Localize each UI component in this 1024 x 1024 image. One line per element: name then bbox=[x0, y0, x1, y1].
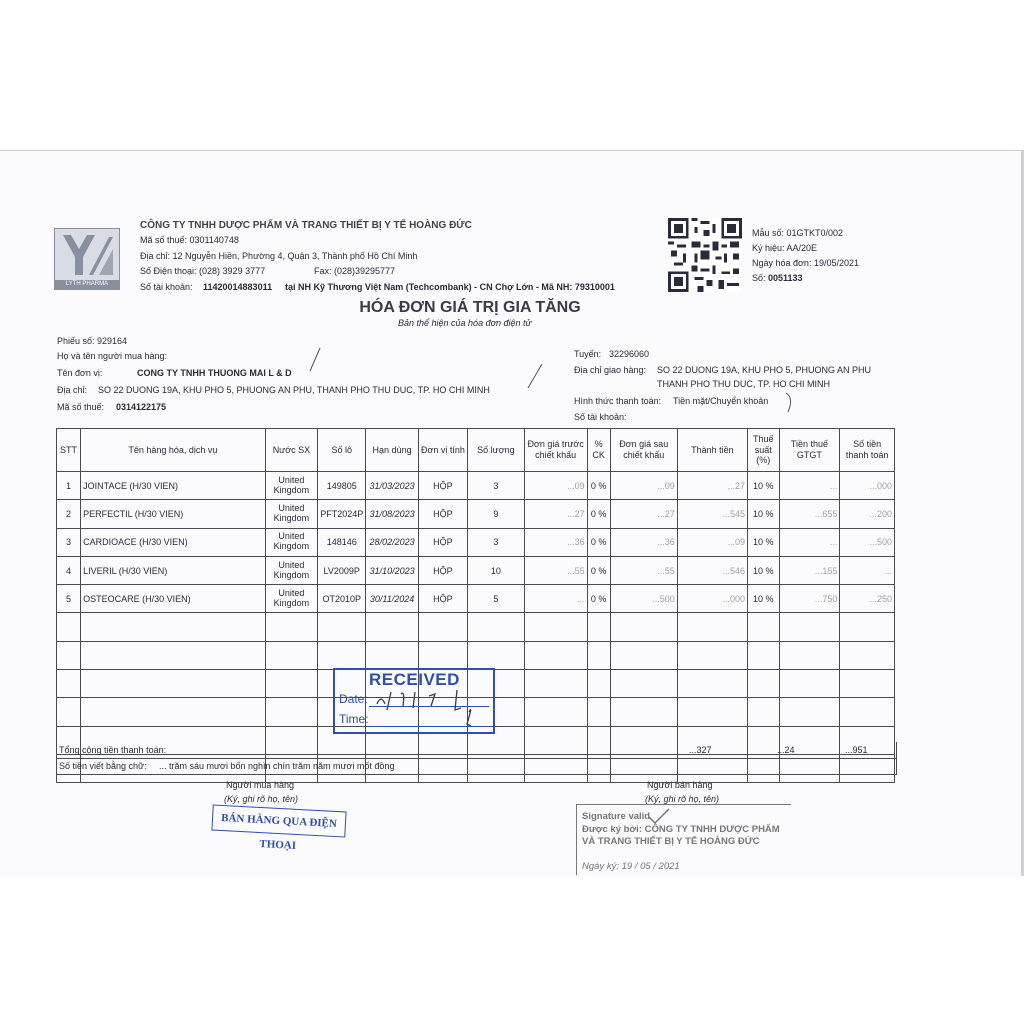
table-cell bbox=[265, 670, 317, 698]
buyer-stamp: BÁN HÀNG QUA ĐIỆN THOẠI bbox=[211, 805, 346, 838]
table-cell bbox=[610, 613, 677, 641]
column-header: Nước SX bbox=[265, 429, 317, 472]
table-cell bbox=[468, 613, 525, 641]
table-cell bbox=[81, 641, 266, 669]
delivery-line-2: THANH PHO THU DUC, TP. HO CHI MINH bbox=[657, 379, 831, 389]
received-time-label: Time: bbox=[339, 712, 369, 726]
table-cell: PERFECTIL (H/30 VIEN) bbox=[81, 500, 266, 528]
meta-number: 0051133 bbox=[768, 273, 803, 283]
table-cell: ...750 bbox=[779, 585, 840, 613]
table-cell bbox=[265, 698, 317, 726]
sig-valid: Signature valid bbox=[582, 811, 651, 822]
table-cell: 31/03/2023 bbox=[366, 472, 418, 500]
table-cell bbox=[265, 641, 317, 669]
delivery-label: Địa chỉ giao hàng: bbox=[574, 365, 647, 375]
table-cell: OT2010P bbox=[318, 585, 366, 613]
table-cell: 10 % bbox=[748, 500, 779, 528]
table-cell: 3 bbox=[468, 528, 525, 556]
table-cell: United Kingdom bbox=[265, 528, 317, 556]
table-cell: 5 bbox=[57, 585, 81, 613]
table-cell: CARDIOACE (H/30 VIEN) bbox=[81, 528, 266, 556]
table-cell: United Kingdom bbox=[265, 500, 317, 528]
table-cell bbox=[468, 641, 525, 669]
qr-code bbox=[668, 218, 742, 292]
table-cell: ...09 bbox=[524, 472, 587, 500]
table-cell: ...36 bbox=[524, 528, 587, 556]
table-cell: 0 % bbox=[587, 585, 610, 613]
table-cell bbox=[677, 698, 747, 726]
table-cell bbox=[265, 613, 317, 641]
column-header: Tên hàng hóa, dịch vụ bbox=[81, 429, 266, 472]
table-cell bbox=[779, 698, 840, 726]
seller-phone: Số Điện thoại: (028) 3929 3777 bbox=[140, 266, 266, 276]
table-cell bbox=[840, 613, 895, 641]
table-cell: 31/10/2023 bbox=[366, 556, 418, 584]
empty-row bbox=[57, 613, 895, 641]
column-header: Thành tiền bbox=[677, 429, 747, 472]
table-cell bbox=[748, 670, 779, 698]
slip-number: Phiếu số: 929164 bbox=[57, 336, 128, 346]
table-row bbox=[57, 528, 895, 556]
table-cell: United Kingdom bbox=[265, 585, 317, 613]
table-cell: 9 bbox=[468, 500, 525, 528]
total-amount: ...327 bbox=[689, 745, 712, 755]
table-cell: JOINTACE (H/30 VIEN) bbox=[81, 472, 266, 500]
table-cell: 3 bbox=[57, 528, 81, 556]
route-label: Tuyến: bbox=[574, 349, 602, 359]
column-header: Số lô bbox=[318, 429, 366, 472]
buyer-name-label: Họ và tên người mua hàng: bbox=[57, 351, 167, 361]
table-cell: ...09 bbox=[677, 528, 747, 556]
table-cell: ...545 bbox=[677, 500, 747, 528]
logo-text: LYTH PHARMA bbox=[55, 280, 119, 289]
seller-tax-code: Mã số thuế: 0301140748 bbox=[140, 235, 239, 245]
table-cell bbox=[57, 641, 81, 669]
seller-fax: Fax: (028)39295777 bbox=[314, 266, 396, 276]
table-cell bbox=[840, 670, 895, 698]
table-cell: 10 % bbox=[748, 556, 779, 584]
buyer-tax-code: 0314122175 bbox=[116, 402, 167, 412]
table-cell bbox=[524, 641, 587, 669]
total-row bbox=[56, 742, 897, 759]
column-header: Tiền thuế GTGT bbox=[779, 429, 840, 472]
table-cell: LIVERIL (H/30 VIEN) bbox=[81, 556, 266, 584]
table-cell bbox=[840, 698, 895, 726]
table-cell: 2 bbox=[57, 500, 81, 528]
meta-number-label: Số: bbox=[752, 273, 766, 283]
table-cell bbox=[366, 641, 418, 669]
table-cell bbox=[840, 641, 895, 669]
buyer-address: SO 22 DUONG 19A, KHU PHO 5, PHUONG AN PHU, THANH PHO THU DUC, TP. HO CHI MINH bbox=[98, 385, 490, 395]
table-cell: HỘP bbox=[418, 500, 467, 528]
total-label: Tổng cộng tiền thanh toán: bbox=[59, 745, 167, 755]
column-header: Đơn giá sau chiết khấu bbox=[610, 429, 677, 472]
seller-sign-note: (Ký, ghi rõ họ, tên) bbox=[645, 794, 720, 804]
table-cell: ...200 bbox=[840, 500, 895, 528]
table-cell: 10 bbox=[468, 556, 525, 584]
sig-by: Được ký bởi: CÔNG TY TNHH DƯỢC PHẨM VÀ TRANG THIẾT BỊ Y TẾ HOÀNG ĐỨC bbox=[582, 824, 780, 847]
buyer-account-label: Số tài khoản: bbox=[574, 412, 627, 422]
meta-date: Ngày hóa đơn: 19/05/2021 bbox=[752, 258, 859, 268]
seller-company: CÔNG TY TNHH DƯỢC PHẨM VÀ TRANG THIẾT BỊ Y TẾ HOÀNG ĐỨC bbox=[140, 220, 472, 231]
seller-sign-title: Người bán hàng bbox=[647, 780, 713, 790]
table-cell: OSTEOCARE (H/30 VIEN) bbox=[81, 585, 266, 613]
column-header: Số lượng bbox=[468, 429, 525, 472]
table-cell: 31/08/2023 bbox=[366, 500, 418, 528]
table-cell: 149805 bbox=[318, 472, 366, 500]
table-cell: 30/11/2024 bbox=[366, 585, 418, 613]
table-cell bbox=[524, 670, 587, 698]
seller-bank: tại NH Kỹ Thương Việt Nam (Techcombank) - CN Chợ Lớn - Mã NH: 79310001 bbox=[285, 282, 615, 292]
table-cell: 4 bbox=[57, 556, 81, 584]
check-mark-icon bbox=[647, 807, 671, 827]
table-cell bbox=[748, 641, 779, 669]
table-cell: United Kingdom bbox=[265, 472, 317, 500]
company-logo bbox=[54, 228, 120, 290]
table-cell bbox=[57, 698, 81, 726]
meta-form-no: Mẫu số: 01GTKT0/002 bbox=[752, 228, 844, 238]
table-cell: ...36 bbox=[610, 528, 677, 556]
table-cell: 3 bbox=[468, 472, 525, 500]
table-cell: HỘP bbox=[418, 556, 467, 584]
payment-label: Hình thức thanh toán: bbox=[574, 396, 662, 406]
table-cell bbox=[366, 613, 418, 641]
table-cell: ... bbox=[779, 528, 840, 556]
handwriting-icon bbox=[375, 684, 485, 730]
table-header-row bbox=[57, 429, 895, 472]
table-cell bbox=[587, 670, 610, 698]
buyer-tax-label: Mã số thuế: bbox=[57, 402, 105, 412]
table-cell bbox=[677, 613, 747, 641]
table-cell bbox=[610, 698, 677, 726]
table-cell: ... bbox=[779, 472, 840, 500]
table-row bbox=[57, 556, 895, 584]
table-cell: ... bbox=[840, 556, 895, 584]
table-cell: 5 bbox=[468, 585, 525, 613]
table-cell: 0 % bbox=[587, 500, 610, 528]
meta-symbol: Ký hiệu: AA/20E bbox=[752, 243, 818, 253]
buyer-unit: CONG TY TNHH THUONG MAI L & D bbox=[137, 368, 292, 378]
table-cell bbox=[318, 641, 366, 669]
table-cell: ...09 bbox=[610, 472, 677, 500]
table-cell: ...27 bbox=[610, 500, 677, 528]
table-cell: 28/02/2023 bbox=[366, 528, 418, 556]
seller-address: Địa chỉ: 12 Nguyễn Hiền, Phường 4, Quận 3, Thành phố Hồ Chí Minh bbox=[140, 251, 418, 261]
delivery-line-1: SO 22 DUONG 19A, KHU PHO 5, PHUONG AN PHU bbox=[657, 365, 872, 375]
empty-row bbox=[57, 641, 895, 669]
table-cell: ... bbox=[524, 585, 587, 613]
column-header: Đơn vị tính bbox=[418, 429, 467, 472]
table-cell bbox=[57, 670, 81, 698]
table-cell: ...500 bbox=[840, 528, 895, 556]
table-cell: ...000 bbox=[677, 585, 747, 613]
table-cell: 0 % bbox=[587, 528, 610, 556]
table-cell bbox=[418, 613, 467, 641]
logo-mark-icon bbox=[55, 229, 119, 280]
sig-date: Ngày ký: 19 / 05 / 2021 bbox=[582, 861, 680, 872]
seller-account-label: Số tài khoản: bbox=[140, 282, 193, 292]
table-cell: 10 % bbox=[748, 472, 779, 500]
table-row bbox=[57, 585, 895, 613]
table-cell bbox=[81, 613, 266, 641]
table-cell: ...55 bbox=[610, 556, 677, 584]
table-cell bbox=[57, 613, 81, 641]
table-row bbox=[57, 472, 895, 500]
table-cell: 148146 bbox=[318, 528, 366, 556]
table-cell: ...55 bbox=[524, 556, 587, 584]
table-cell: 1 bbox=[57, 472, 81, 500]
buyer-sign-title: Người mua hàng bbox=[226, 780, 294, 790]
digital-signature-box bbox=[576, 804, 791, 875]
table-cell bbox=[418, 641, 467, 669]
table-cell: ...27 bbox=[524, 500, 587, 528]
buyer-unit-label: Tên đơn vị: bbox=[57, 368, 103, 378]
table-cell: LV2009P bbox=[318, 556, 366, 584]
hand-mark-icon bbox=[780, 390, 800, 420]
table-cell bbox=[81, 698, 266, 726]
table-cell bbox=[610, 670, 677, 698]
table-cell bbox=[587, 641, 610, 669]
table-row bbox=[57, 500, 895, 528]
column-header: % CK bbox=[587, 429, 610, 472]
table-cell bbox=[610, 641, 677, 669]
table-cell: 10 % bbox=[748, 528, 779, 556]
column-header: STT bbox=[57, 429, 81, 472]
column-header: Thuế suất (%) bbox=[748, 429, 779, 472]
invoice-subtitle: Bản thể hiện của hóa đơn điện tử bbox=[398, 318, 532, 328]
table-cell bbox=[779, 641, 840, 669]
words-label: Số tiền viết bằng chữ: bbox=[59, 761, 147, 771]
amount-words: ... trăm sáu mươi bốn nghìn chín trăm năm mươi mốt đồng bbox=[159, 761, 395, 771]
seller-account-number: 11420014883011 bbox=[203, 282, 273, 292]
table-cell bbox=[779, 670, 840, 698]
hand-mark-icon bbox=[300, 345, 330, 375]
table-cell bbox=[81, 670, 266, 698]
total-tax: ...24 bbox=[777, 745, 795, 755]
table-cell bbox=[677, 670, 747, 698]
table-cell: HỘP bbox=[418, 472, 467, 500]
amount-words-row bbox=[56, 758, 897, 775]
table-cell bbox=[779, 613, 840, 641]
table-cell bbox=[524, 698, 587, 726]
table-cell bbox=[524, 613, 587, 641]
table-cell bbox=[748, 698, 779, 726]
hand-mark-icon bbox=[520, 362, 550, 392]
table-cell: HỘP bbox=[418, 528, 467, 556]
table-cell bbox=[677, 641, 747, 669]
column-header: Số tiền thanh toán bbox=[840, 429, 895, 472]
table-cell: HỘP bbox=[418, 585, 467, 613]
table-cell: ...27 bbox=[677, 472, 747, 500]
table-cell bbox=[587, 698, 610, 726]
table-cell bbox=[318, 613, 366, 641]
total-payment: ...951 bbox=[845, 745, 868, 755]
table-cell: ...000 bbox=[840, 472, 895, 500]
buyer-sign-note: (Ký, ghi rõ họ, tên) bbox=[224, 794, 299, 804]
received-title: RECEIVED bbox=[369, 670, 460, 689]
table-cell: ...250 bbox=[840, 585, 895, 613]
received-date-label: Date: bbox=[339, 692, 368, 706]
table-cell: ...546 bbox=[677, 556, 747, 584]
table-cell bbox=[748, 613, 779, 641]
payment-method: Tiền mặt/Chuyển khoản bbox=[673, 396, 769, 406]
table-cell: ...655 bbox=[779, 500, 840, 528]
route: 32296060 bbox=[609, 349, 650, 359]
column-header: Đơn giá trước chiết khấu bbox=[524, 429, 587, 472]
table-cell: ...500 bbox=[610, 585, 677, 613]
received-stamp bbox=[333, 668, 495, 734]
table-cell: 0 % bbox=[587, 472, 610, 500]
column-header: Hạn dùng bbox=[366, 429, 418, 472]
table-cell: United Kingdom bbox=[265, 556, 317, 584]
table-cell bbox=[587, 613, 610, 641]
table-cell: 0 % bbox=[587, 556, 610, 584]
table-cell: 10 % bbox=[748, 585, 779, 613]
invoice-title: HÓA ĐƠN GIÁ TRỊ GIA TĂNG bbox=[359, 299, 581, 316]
table-cell: PFT2024P bbox=[318, 500, 366, 528]
buyer-address-label: Địa chỉ: bbox=[57, 385, 88, 395]
table-cell: ...155 bbox=[779, 556, 840, 584]
